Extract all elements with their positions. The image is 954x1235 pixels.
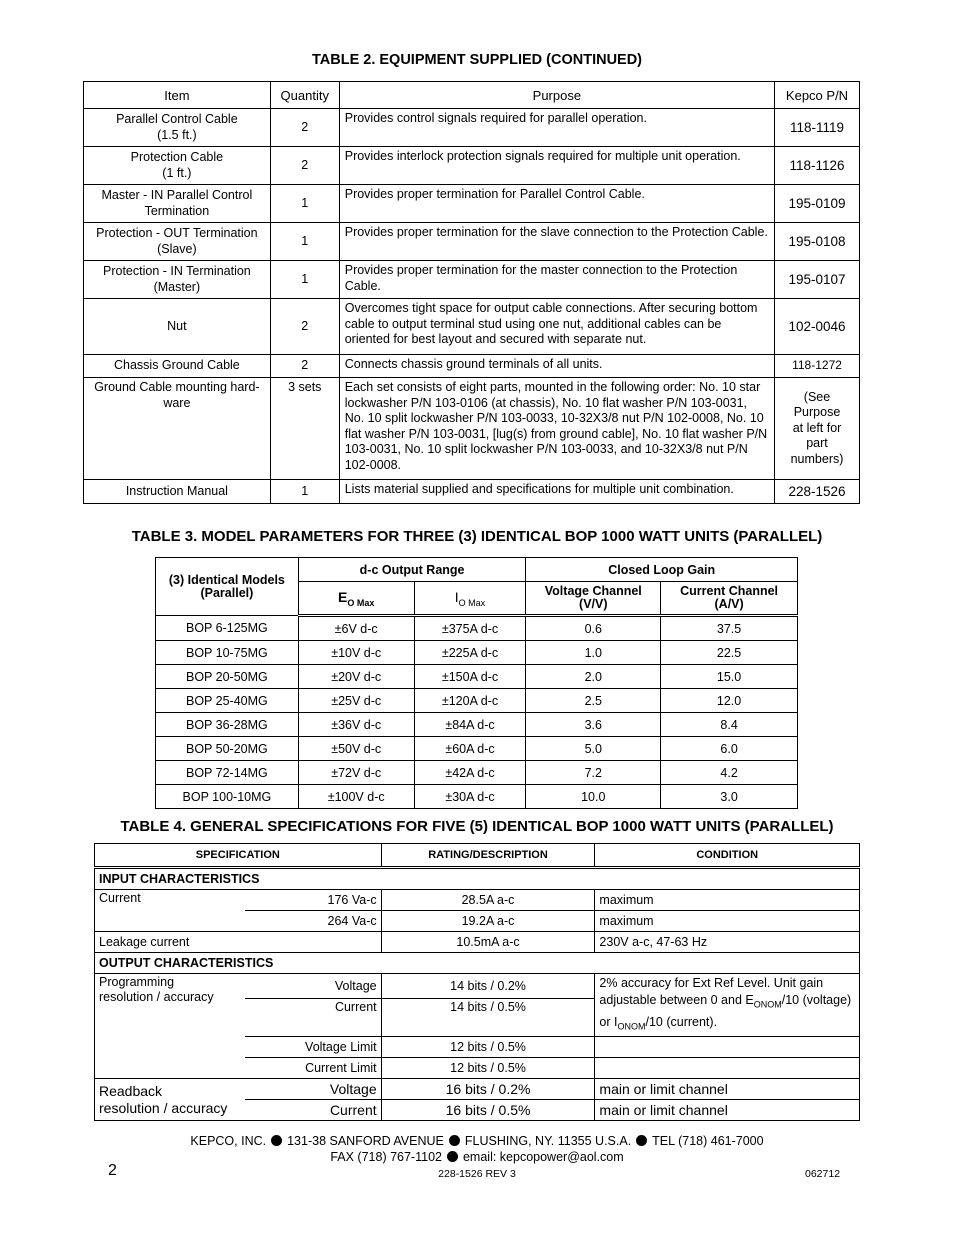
prog-cond-b: /10 (voltage) or I [599,993,852,1029]
current-176-condition: maximum [595,890,860,911]
table3-cell-io-max: ±30A d-c [414,785,526,809]
table3-cell-eo-max: ±20V d-c [298,665,414,689]
footer-address: 131-38 SANFORD AVENUE [287,1134,444,1148]
table3-cell-current-gain: 6.0 [661,737,798,761]
table2-cell-quantity: 3 sets [270,378,339,480]
bullet-icon [636,1135,647,1146]
output-characteristics-heading: OUTPUT CHARACTERISTICS [95,953,860,974]
leakage-label: Leakage current [95,932,382,953]
table3-cell-model: BOP 6-125MG [156,616,299,641]
table2-cell-purpose: Provides interlock protection signals required for multiple unit operation. [339,147,774,185]
table2-cell-purpose: Overcomes tight space for output cable connections. After securing bottom cable to output terminal stud using one nut, additional cables can be oriented for best layout and secured with separate nut. [339,299,774,355]
table2-cell-pn: 118-1126 [775,147,860,185]
table3-cell-io-max: ±42A d-c [414,761,526,785]
eo-sub: O Max [347,597,375,608]
table3-cell-model: BOP 50-20MG [156,737,299,761]
table3-cell-eo-max: ±10V d-c [298,641,414,665]
table4-header-condition: CONDITION [595,844,860,868]
table2-cell-pn: 228-1526 [775,480,860,504]
table3-cell-current-gain: 12.0 [661,689,798,713]
table3-row [156,665,798,689]
table3-cell-io-max: ±60A d-c [414,737,526,761]
current-label: Current [95,890,246,932]
table3-header-voltage-channel: Voltage Channel (V/V) [526,582,661,616]
table3-header-dc-output: d-c Output Range [298,558,526,582]
readback-voltage-condition: main or limit channel [595,1079,860,1100]
footer-fax: FAX (718) 767-1102 [330,1150,442,1164]
table2-cell-pn: 118-1119 [775,109,860,147]
table2-row [84,480,860,504]
table3-cell-voltage-gain: 3.6 [526,713,661,737]
doc-revision: 228-1526 REV 3 [438,1168,516,1180]
footer-tel: TEL (718) 461-7000 [652,1134,764,1148]
prog-voltage-limit-rating: 12 bits / 0.5% [381,1037,595,1058]
prog-current-limit-condition [595,1058,860,1079]
table3-header-models: (3) Identical Models (Parallel) [156,558,299,616]
prog-voltage-rating: 14 bits / 0.2% [381,974,595,999]
table3-row [156,616,798,641]
table2-row [84,109,860,147]
table3-cell-voltage-gain: 2.5 [526,689,661,713]
table4-header-specification: SPECIFICATION [95,844,382,868]
table3-cell-voltage-gain: 2.0 [526,665,661,689]
bullet-icon [447,1151,458,1162]
table3-cell-current-gain: 8.4 [661,713,798,737]
table2-cell-purpose: Provides proper termination for the slave connection to the Protection Cable. [339,223,774,261]
input-characteristics-heading: INPUT CHARACTERISTICS [95,868,860,890]
table2-row [84,147,860,185]
table2-cell-item: Protection - IN Termination (Master) [84,261,271,299]
leakage-condition: 230V a-c, 47-63 Hz [595,932,860,953]
prog-cond-sub2: ONOM [617,1021,646,1031]
io-sub: O Max [458,597,486,608]
table2-row [84,185,860,223]
table2-row [84,299,860,355]
table2-cell-purpose: Provides control signals required for parallel operation. [339,109,774,147]
table2-cell-item: Chassis Ground Cable [84,355,271,378]
table3-row [156,641,798,665]
table2-cell-quantity: 2 [270,355,339,378]
table2-header-item: Item [84,82,271,109]
current-264-rating: 19.2A a-c [381,911,595,932]
footer-email: email: kepcopower@aol.com [462,1150,624,1164]
table3-cell-model: BOP 20-50MG [156,665,299,689]
table4-general-specifications [94,843,860,1121]
table3-cell-model: BOP 10-75MG [156,641,299,665]
table2-row [84,355,860,378]
table3-cell-voltage-gain: 5.0 [526,737,661,761]
table3-cell-current-gain: 3.0 [661,785,798,809]
prog-current-sub: Current [245,998,381,1037]
table2-cell-item: Instruction Manual [84,480,271,504]
table2-cell-quantity: 1 [270,480,339,504]
prog-current-limit-sub: Current Limit [245,1058,381,1079]
footer-city: FLUSHING, NY. 11355 U.S.A. [464,1134,632,1148]
leakage-rating: 10.5mA a-c [381,932,595,953]
table3-cell-eo-max: ±6V d-c [298,616,414,641]
programming-condition [595,974,860,1037]
table3-cell-io-max: ±225A d-c [414,641,526,665]
io-letter: I [454,588,459,605]
table2-cell-item: Protection Cable (1 ft.) [84,147,271,185]
table2-cell-quantity: 2 [270,109,339,147]
table3-cell-voltage-gain: 0.6 [526,616,661,641]
table3-row [156,761,798,785]
date-code: 062712 [805,1168,841,1180]
table2-header-pn: Kepco P/N [775,82,860,109]
table3-row [156,689,798,713]
table3-cell-model: BOP 72-14MG [156,761,299,785]
table4-header-rating: RATING/DESCRIPTION [381,844,595,868]
table2-cell-item: Nut [84,299,271,355]
table3-cell-current-gain: 22.5 [661,641,798,665]
footer-contact-line [0,1150,954,1164]
current-176-rating: 28.5A a-c [381,890,595,911]
table2-cell-quantity: 1 [270,261,339,299]
table2-equipment-supplied [83,81,860,504]
table2-header-quantity: Quantity [270,82,339,109]
table3-cell-current-gain: 15.0 [661,665,798,689]
table3-cell-current-gain: 37.5 [661,616,798,641]
table3-cell-io-max: ±375A d-c [414,616,526,641]
table2-cell-purpose: Connects chassis ground terminals of all units. [339,355,774,378]
readback-current-rating: 16 bits / 0.5% [381,1100,595,1121]
footer-company: KEPCO, INC. [190,1134,267,1148]
table2-cell-pn: 118-1272 [775,355,860,378]
table2-cell-purpose: Lists material supplied and specifications for multiple unit combination. [339,480,774,504]
current-176-sub: 176 Va-c [245,890,381,911]
footer-address-line [0,1134,954,1148]
table3-cell-eo-max: ±100V d-c [298,785,414,809]
table3-cell-voltage-gain: 7.2 [526,761,661,785]
table2-cell-item: Parallel Control Cable (1.5 ft.) [84,109,271,147]
table3-row [156,785,798,809]
bullet-icon [271,1135,282,1146]
table2-header-purpose: Purpose [339,82,774,109]
prog-cond-a: 2% accuracy for Ext Ref Level. Unit gain adjustable between 0 and E [599,976,824,1007]
table2-cell-item: Protection - OUT Termination (Slave) [84,223,271,261]
table3-row [156,713,798,737]
table3-header-current-channel: Current Channel (A/V) [661,582,798,616]
table3-cell-eo-max: ±50V d-c [298,737,414,761]
table3-cell-current-gain: 4.2 [661,761,798,785]
prog-cond-sub1: ONOM [753,999,782,1010]
prog-voltage-limit-condition [595,1037,860,1058]
prog-voltage-limit-sub: Voltage Limit [245,1037,381,1058]
table3-header-io-max [414,582,526,616]
table4-title: TABLE 4. GENERAL SPECIFICATIONS FOR FIVE (5) IDENTICAL BOP 1000 WATT UNITS (PARALLEL) [120,818,834,835]
prog-voltage-sub: Voltage [245,974,381,999]
table3-model-parameters [155,557,798,809]
table2-cell-pn: (See Purpose at left for part numbers) [775,378,860,480]
prog-current-rating: 14 bits / 0.5% [381,998,595,1037]
table2-row [84,378,860,480]
table2-cell-purpose: Each set consists of eight parts, mounted in the following order: No. 10 star lockwasher P/N 103-0106 (at chassis), No. 10 flat washer P/N 103-0031, No. 10 split lockwasher P/N 103-0033, 10-32X3/8 nut P/N 102-0008, No. 10 flat washer P/N 103-0031, [lug(s) from ground cable], No. 10 flat washer P/N 103-0031, No. 10 split lockwasher P/N 103-0033, and 10-32X3/8 nut P/N 102-0008. [339,378,774,480]
eo-letter: E [338,588,348,605]
prog-current-limit-rating: 12 bits / 0.5% [381,1058,595,1079]
table2-cell-pn: 195-0107 [775,261,860,299]
table2-cell-quantity: 2 [270,147,339,185]
table2-cell-pn: 195-0108 [775,223,860,261]
table2-row [84,223,860,261]
table3-cell-voltage-gain: 1.0 [526,641,661,665]
table3-row [156,737,798,761]
table3-title: TABLE 3. MODEL PARAMETERS FOR THREE (3) IDENTICAL BOP 1000 WATT UNITS (PARALLEL) [131,528,823,545]
table2-cell-purpose: Provides proper termination for Parallel Control Cable. [339,185,774,223]
bullet-icon [449,1135,460,1146]
table2-cell-pn: 102-0046 [775,299,860,355]
table3-cell-eo-max: ±25V d-c [298,689,414,713]
current-264-condition: maximum [595,911,860,932]
readback-voltage-sub: Voltage [245,1079,381,1100]
table2-title: TABLE 2. EQUIPMENT SUPPLIED (CONTINUED) [311,52,643,68]
table2-cell-item: Master - IN Parallel Control Termination [84,185,271,223]
table3-cell-io-max: ±84A d-c [414,713,526,737]
page-number: 2 [108,1162,117,1179]
table3-cell-io-max: ±120A d-c [414,689,526,713]
current-264-sub: 264 Va-c [245,911,381,932]
table2-cell-item: Ground Cable mounting hard- ware [84,378,271,480]
table2-cell-quantity: 1 [270,185,339,223]
table2-cell-purpose: Provides proper termination for the master connection to the Protection Cable. [339,261,774,299]
table3-header-closed-loop-gain: Closed Loop Gain [526,558,798,582]
table2-cell-pn: 195-0109 [775,185,860,223]
table3-cell-model: BOP 25-40MG [156,689,299,713]
table3-cell-io-max: ±150A d-c [414,665,526,689]
readback-current-sub: Current [245,1100,381,1121]
readback-voltage-rating: 16 bits / 0.2% [381,1079,595,1100]
table3-cell-model: BOP 100-10MG [156,785,299,809]
readback-label: Readback resolution / accuracy [95,1079,246,1121]
table3-cell-model: BOP 36-28MG [156,713,299,737]
table3-header-eo-max [298,582,414,616]
table2-cell-quantity: 1 [270,223,339,261]
readback-current-condition: main or limit channel [595,1100,860,1121]
table3-cell-voltage-gain: 10.0 [526,785,661,809]
prog-cond-c: /10 (current). [645,1014,718,1029]
table2-row [84,261,860,299]
table3-cell-eo-max: ±72V d-c [298,761,414,785]
table3-cell-eo-max: ±36V d-c [298,713,414,737]
table2-cell-quantity: 2 [270,299,339,355]
programming-label: Programming resolution / accuracy [95,974,246,1079]
